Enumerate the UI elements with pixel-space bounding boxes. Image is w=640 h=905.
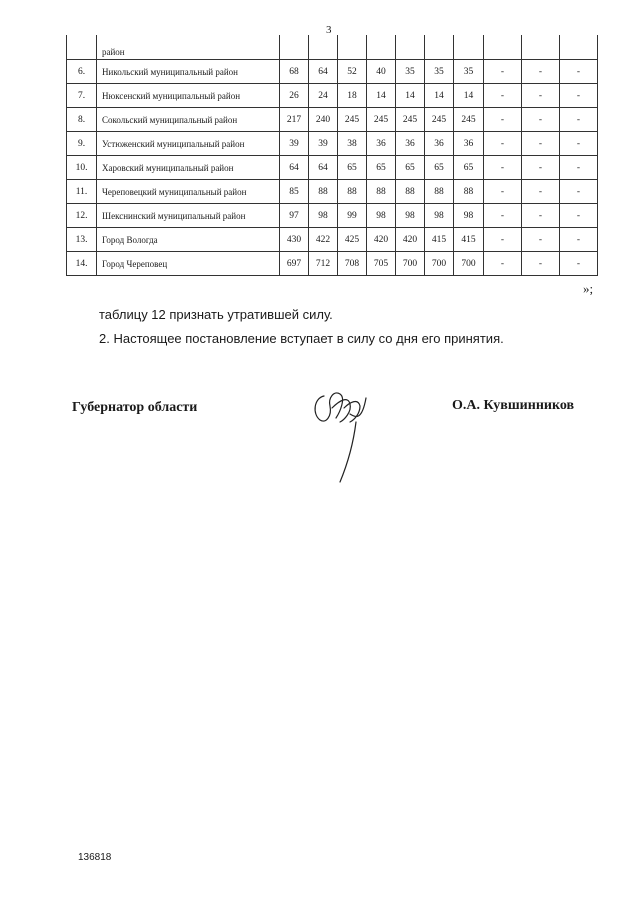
value-cell: -: [484, 156, 522, 180]
row-name-cell: район: [97, 35, 280, 60]
data-table: [66, 35, 598, 276]
row-number-cell: 8.: [67, 108, 97, 132]
value-cell: 36: [425, 132, 454, 156]
row-name-cell: Устюженский муниципальный район: [97, 132, 280, 156]
row-number-cell: 14.: [67, 252, 97, 276]
value-cell: 88: [309, 180, 338, 204]
value-cell: -: [522, 252, 560, 276]
value-cell: 14: [454, 84, 484, 108]
row-number-cell: 12.: [67, 204, 97, 228]
row-name-cell: Нюксенский муниципальный район: [97, 84, 280, 108]
row-name-cell: Череповецкий муниципальный район: [97, 180, 280, 204]
value-cell: 245: [367, 108, 396, 132]
value-cell: 36: [454, 132, 484, 156]
value-cell: 88: [396, 180, 425, 204]
value-cell: -: [560, 84, 598, 108]
table-row: [67, 180, 598, 204]
value-cell: 40: [367, 60, 396, 84]
value-cell: -: [560, 108, 598, 132]
value-cell: 708: [338, 252, 367, 276]
value-cell: 14: [367, 84, 396, 108]
row-number-cell: 11.: [67, 180, 97, 204]
value-cell: 35: [396, 60, 425, 84]
value-cell: 64: [280, 156, 309, 180]
page-number: 3: [326, 24, 332, 36]
value-cell: -: [484, 180, 522, 204]
paragraph-effective-date: 2. Настоящее постановление вступает в силу со дня его принятия.: [99, 331, 504, 346]
value-cell: 65: [454, 156, 484, 180]
value-cell: 36: [367, 132, 396, 156]
value-cell: -: [522, 180, 560, 204]
value-cell: 245: [454, 108, 484, 132]
value-cell: 36: [396, 132, 425, 156]
value-cell: 39: [280, 132, 309, 156]
value-cell: 38: [338, 132, 367, 156]
value-cell: 64: [309, 156, 338, 180]
value-cell: 422: [309, 228, 338, 252]
value-cell: -: [522, 228, 560, 252]
table-row: [67, 108, 598, 132]
value-cell: -: [484, 228, 522, 252]
value-cell: 697: [280, 252, 309, 276]
value-cell: 98: [454, 204, 484, 228]
value-cell: 97: [280, 204, 309, 228]
value-cell: -: [484, 108, 522, 132]
value-cell: -: [522, 84, 560, 108]
row-name-cell: Город Череповец: [97, 252, 280, 276]
value-cell: 65: [338, 156, 367, 180]
value-cell: 26: [280, 84, 309, 108]
value-cell: -: [522, 60, 560, 84]
closing-quote-mark: »;: [583, 281, 594, 296]
value-cell: 98: [396, 204, 425, 228]
table-row: [67, 132, 598, 156]
value-cell: 64: [309, 60, 338, 84]
row-number-cell: 10.: [67, 156, 97, 180]
value-cell: -: [522, 108, 560, 132]
value-cell: 18: [338, 84, 367, 108]
value-cell: 700: [454, 252, 484, 276]
row-number-cell: 9.: [67, 132, 97, 156]
signatory-title: Губернатор области: [72, 400, 198, 415]
value-cell: 217: [280, 108, 309, 132]
value-cell: 14: [425, 84, 454, 108]
value-cell: 52: [338, 60, 367, 84]
value-cell: 425: [338, 228, 367, 252]
row-name-cell: Город Вологда: [97, 228, 280, 252]
row-number-cell: 7.: [67, 84, 97, 108]
value-cell: 700: [396, 252, 425, 276]
value-cell: 98: [367, 204, 396, 228]
value-cell: 705: [367, 252, 396, 276]
value-cell: 85: [280, 180, 309, 204]
value-cell: 415: [454, 228, 484, 252]
row-number-cell: [67, 35, 97, 60]
row-name-cell: Шекснинский муниципальный район: [97, 204, 280, 228]
value-cell: -: [522, 156, 560, 180]
value-cell: 88: [425, 180, 454, 204]
value-cell: -: [484, 204, 522, 228]
value-cell: 24: [309, 84, 338, 108]
value-cell: 245: [338, 108, 367, 132]
value-cell: -: [560, 252, 598, 276]
signatory-name: О.А. Кувшинников: [452, 398, 575, 413]
value-cell: -: [560, 156, 598, 180]
value-cell: 98: [309, 204, 338, 228]
value-cell: 39: [309, 132, 338, 156]
handwritten-signature: [310, 378, 370, 488]
table-row: [67, 228, 598, 252]
value-cell: -: [560, 204, 598, 228]
value-cell: 430: [280, 228, 309, 252]
value-cell: 700: [425, 252, 454, 276]
value-cell: 245: [396, 108, 425, 132]
value-cell: -: [522, 132, 560, 156]
value-cell: 88: [454, 180, 484, 204]
value-cell: 65: [367, 156, 396, 180]
value-cell: 35: [425, 60, 454, 84]
value-cell: -: [522, 204, 560, 228]
table-row-continued: [67, 35, 598, 60]
value-cell: 65: [396, 156, 425, 180]
value-cell: 88: [338, 180, 367, 204]
value-cell: 420: [396, 228, 425, 252]
row-number-cell: 13.: [67, 228, 97, 252]
paragraph-table-repeal: таблицу 12 признать утратившей силу.: [99, 307, 333, 322]
table-row: [67, 84, 598, 108]
value-cell: -: [560, 132, 598, 156]
row-name-cell: Харовский муниципальный район: [97, 156, 280, 180]
value-cell: 68: [280, 60, 309, 84]
value-cell: -: [560, 60, 598, 84]
document-number: 136818: [78, 852, 112, 863]
value-cell: 99: [338, 204, 367, 228]
value-cell: -: [484, 252, 522, 276]
value-cell: 65: [425, 156, 454, 180]
value-cell: -: [560, 180, 598, 204]
table-row: [67, 60, 598, 84]
value-cell: 420: [367, 228, 396, 252]
value-cell: -: [484, 132, 522, 156]
row-name-cell: Сокольский муниципальный район: [97, 108, 280, 132]
value-cell: 14: [396, 84, 425, 108]
value-cell: 712: [309, 252, 338, 276]
table-row: [67, 156, 598, 180]
value-cell: -: [484, 60, 522, 84]
value-cell: 415: [425, 228, 454, 252]
row-name-cell: Никольский муниципальный район: [97, 60, 280, 84]
table-row: [67, 204, 598, 228]
table-row: [67, 252, 598, 276]
value-cell: 35: [454, 60, 484, 84]
value-cell: 245: [425, 108, 454, 132]
value-cell: -: [484, 84, 522, 108]
row-number-cell: 6.: [67, 60, 97, 84]
value-cell: 98: [425, 204, 454, 228]
value-cell: -: [560, 228, 598, 252]
value-cell: 88: [367, 180, 396, 204]
value-cell: 240: [309, 108, 338, 132]
